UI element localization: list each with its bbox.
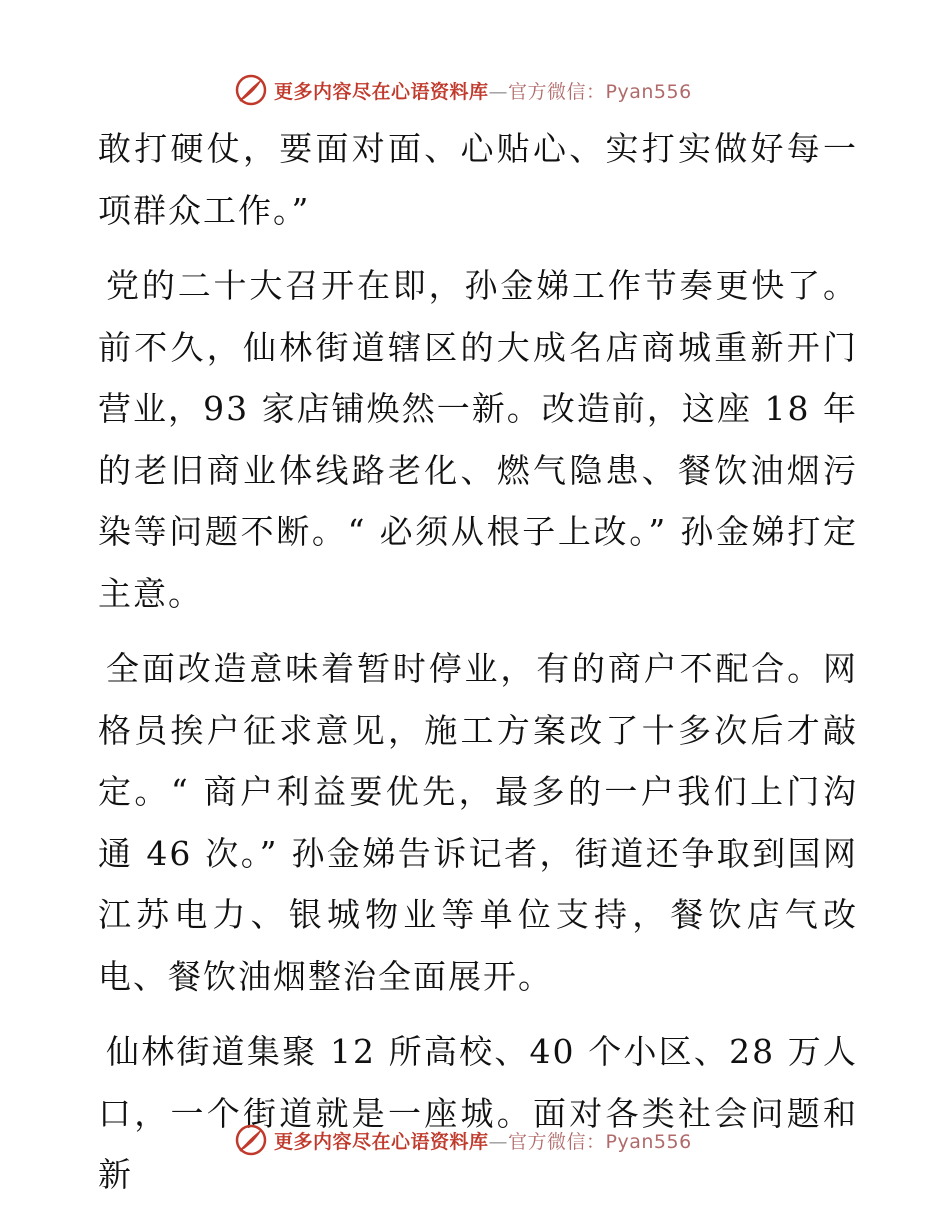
header-contact-text: 官方微信：Pyan556: [508, 80, 692, 103]
footer-watermark: [234, 1122, 692, 1158]
paragraph-1: 敢打硬仗，要面对面、心贴心、实打实做好每一项群众工作。”: [98, 129, 858, 230]
footer-watermark-text: [274, 1127, 692, 1154]
footer-brand-text: 更多内容尽在心语资料库: [274, 1130, 489, 1153]
header-brand-text: 更多内容尽在心语资料库: [274, 80, 489, 103]
paragraph-3: 全面改造意味着暂时停业，有的商户不配合。网格员挨户征求意见，施工方案改了十多次后才敲定。“ 商户利益要优先，最多的一户我们上门沟通 46 次。” 孙金娣告诉记者，街道还争取到国网江苏电力、银城物业等单位支持，餐饮店气改电、餐饮油烟整治全面展开。: [98, 649, 858, 996]
header-dash: —: [488, 80, 509, 103]
document-body: [98, 118, 858, 1220]
header-watermark-text: [274, 77, 692, 104]
footer-contact-text: 官方微信：Pyan556: [508, 1130, 692, 1153]
paragraph-4: 仙林街道集聚 12 所高校、40 个小区、28 万人口，一个街道就是一座城。面对各类社会问题和新: [98, 1032, 858, 1194]
feather-logo-icon: [234, 73, 268, 107]
paragraph-2: 党的二十大召开在即，孙金娣工作节奏更快了。前不久，仙林街道辖区的大成名店商城重新开门营业，93 家店铺焕然一新。改造前，这座 18 年的老旧商业体线路老化、燃气隐患、餐饮油烟污染等问题不断。“ 必须从根子上改。” 孙金娣打定主意。: [98, 266, 858, 613]
feather-logo-icon: [234, 1123, 268, 1157]
footer-dash: —: [488, 1130, 509, 1153]
header-watermark: [234, 72, 692, 108]
